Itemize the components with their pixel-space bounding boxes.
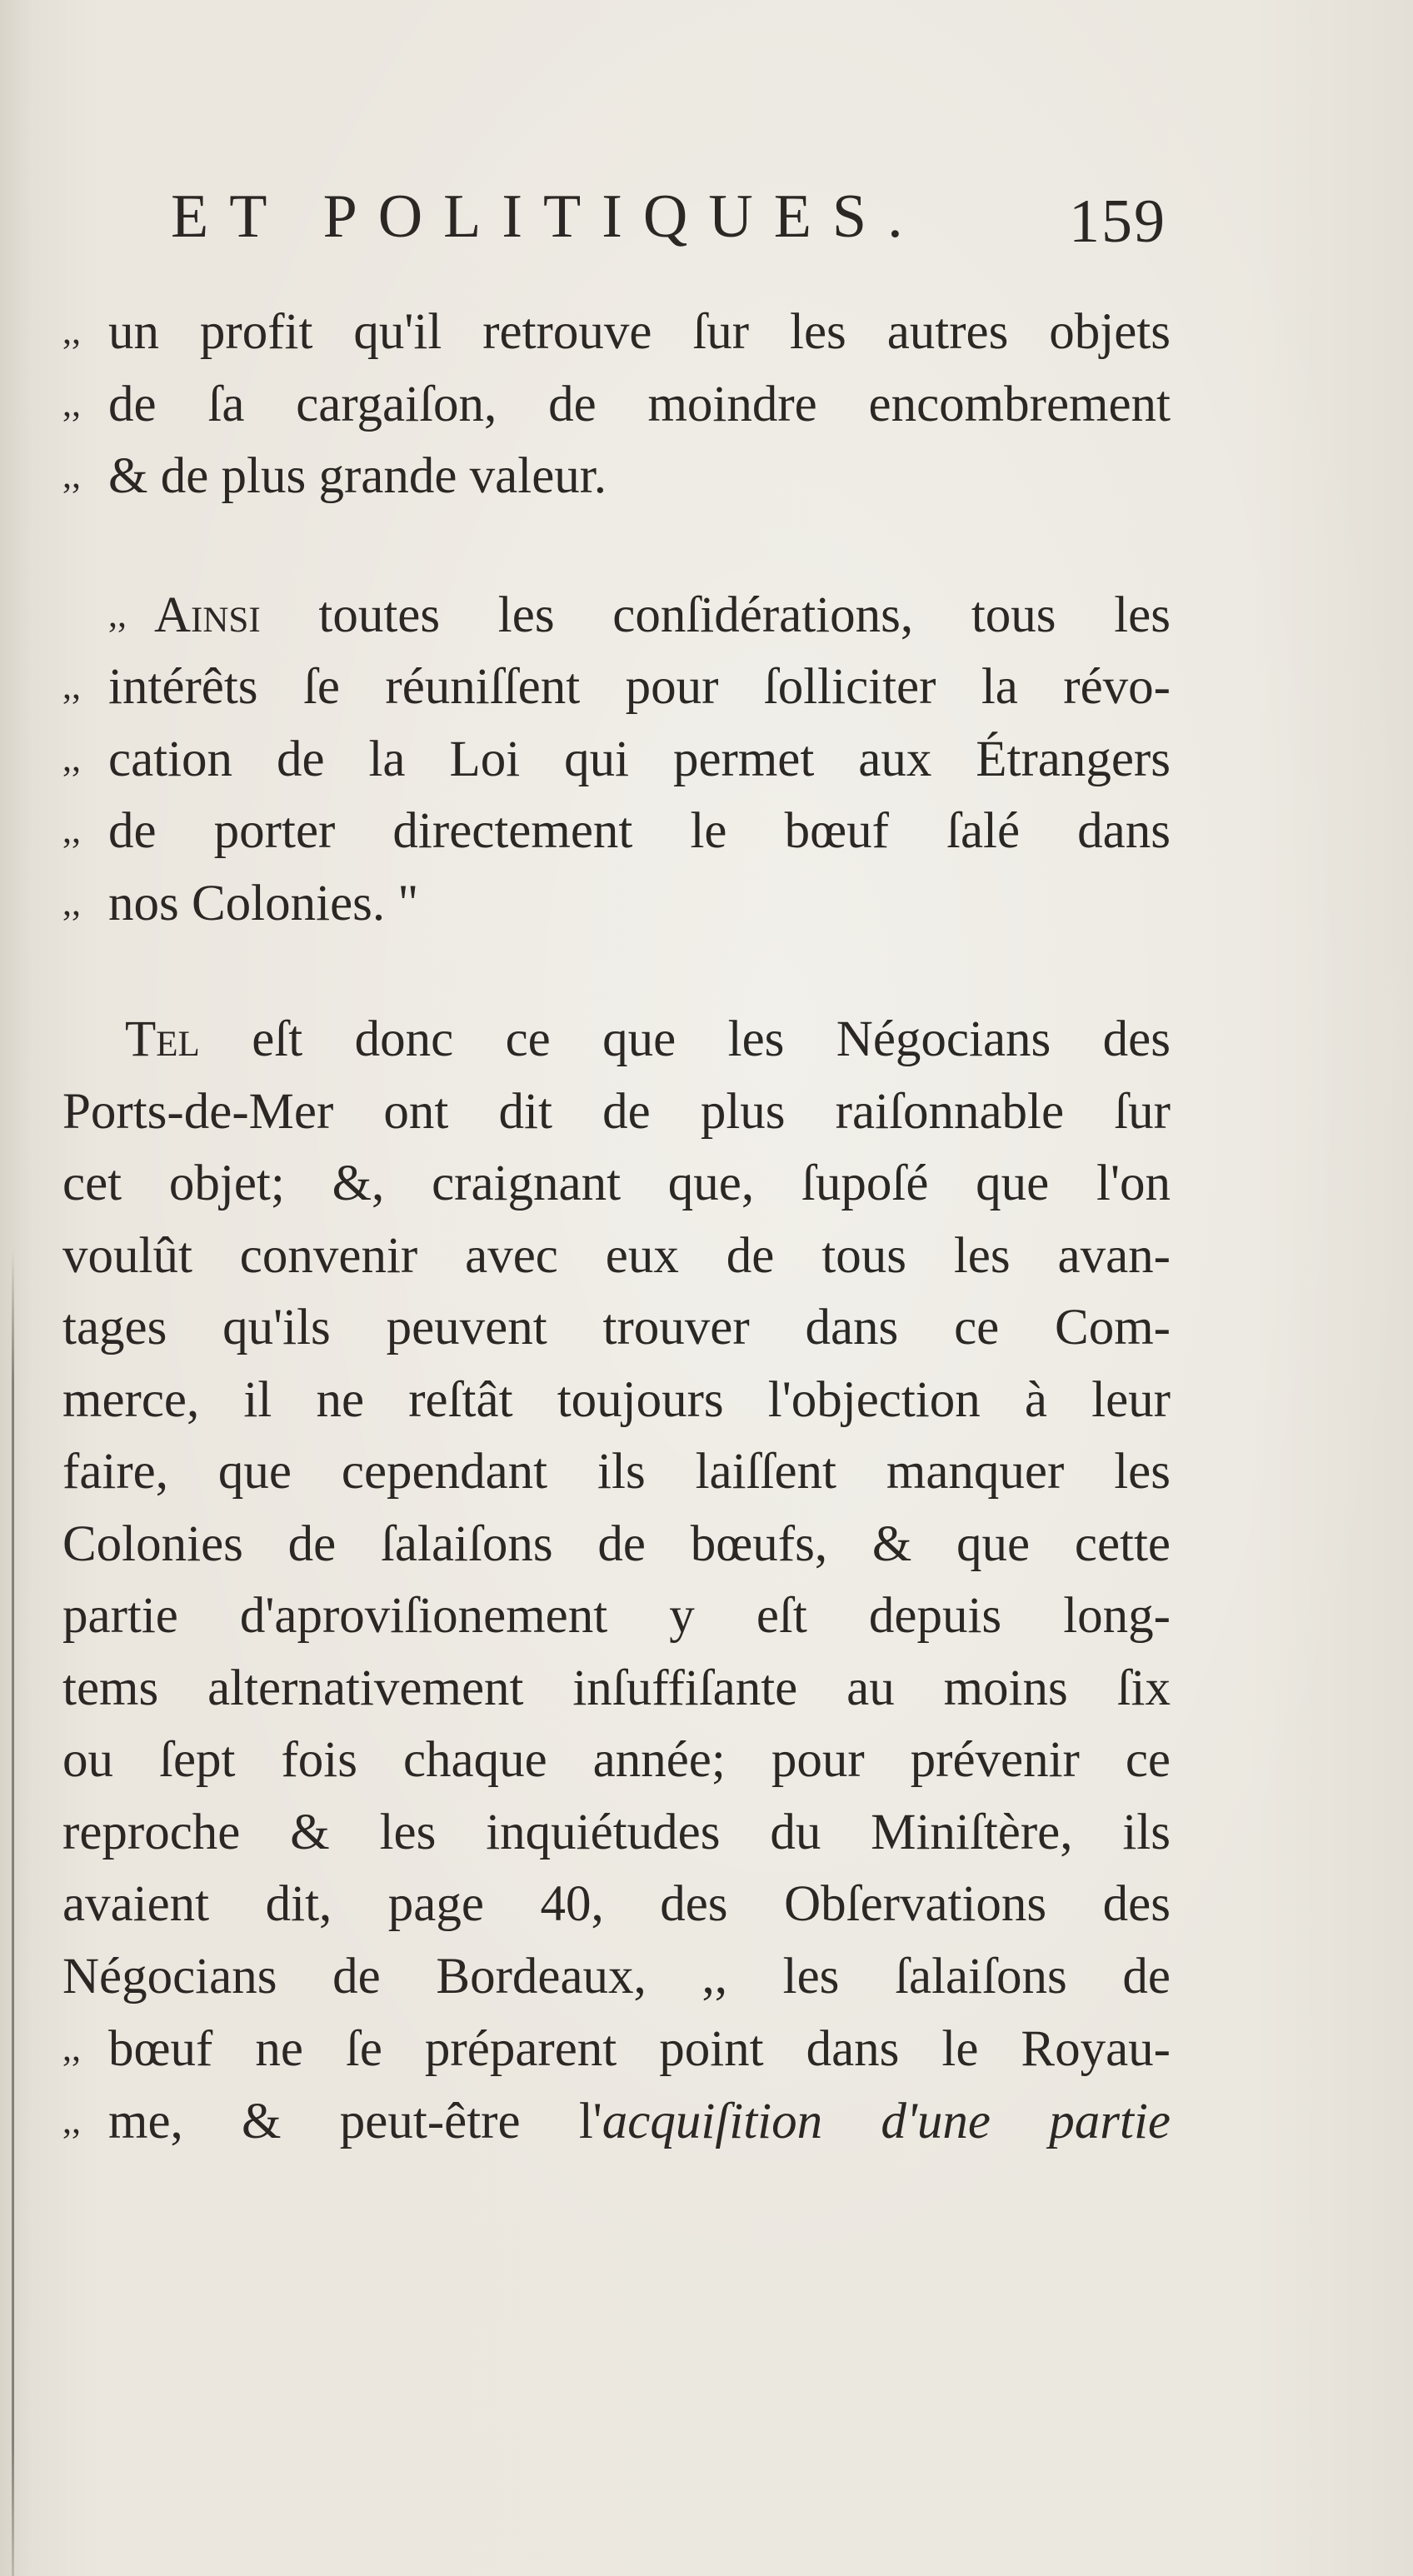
quote-mark: ,, [62, 666, 81, 706]
text-line: ,, bœuf ne ſe préparent point dans le Royau- [62, 2013, 1171, 2085]
text-line: ,, un profit qu'il retrouve ſur les autres objets [62, 296, 1171, 368]
text-line: merce, il ne reſtât toujours l'objection à leur [62, 1371, 1171, 1428]
text-line: ou ſept fois chaque année; pour prévenir ce [62, 1732, 1171, 1788]
text-line: tems alternativement inſuffiſante au moins ſix [62, 1660, 1171, 1716]
text-line: ,, & de plus grande valeur. [62, 440, 1171, 512]
running-head: ET POLITIQUES. [171, 182, 924, 251]
text-line: ,, de ſa cargaiſon, de moindre encombrement [62, 368, 1171, 441]
page-header [171, 179, 1166, 271]
text-line: Négocians de Bordeaux, ,, les ſalaiſons de [62, 1948, 1171, 2004]
paragraph-gap [62, 939, 1171, 1004]
quote-mark: ,, [62, 810, 81, 851]
text-line: voulût convenir avec eux de tous les avan- [62, 1227, 1171, 1284]
text-line: avaient dit, page 40, des Obſervations des [62, 1876, 1171, 1932]
page-gutter-edge [12, 1250, 14, 2576]
quote-mark: ,, [62, 455, 81, 496]
initial-word: Ainsi [154, 587, 261, 643]
quote-mark: ,, [108, 593, 127, 635]
text-line: ,, nos Colonies. " [62, 867, 1171, 940]
italic-phrase: acquiſition d'une partie [602, 2093, 1171, 2149]
text-line: ,, me, & peut-être l'acquiſition d'une partie [62, 2085, 1171, 2158]
text-line: ,, Ainsi toutes les conſidérations, tous les [62, 579, 1171, 651]
text-line: cet objet; &, craignant que, ſupoſé que l'on [62, 1156, 1171, 1211]
text-line: faire, que cependant ils laiſſent manquer les [62, 1444, 1171, 1500]
quote-mark: ,, [62, 2099, 81, 2141]
text-line: tages qu'ils peuvent trouver dans ce Com- [62, 1300, 1171, 1355]
text-line: partie d'aproviſionement y eſt depuis long- [62, 1588, 1171, 1644]
text-line: ,, cation de la Loi qui permet aux Étrangers [62, 723, 1171, 796]
quote-mark: ,, [62, 382, 81, 424]
text-line: Tel eſt donc ce que les Négocians des [125, 1011, 1171, 1067]
quote-mark: ,, [62, 881, 81, 923]
text-line: Ports-de-Mer ont dit de plus raiſonnable ſur [62, 1083, 1171, 1140]
quote-mark: ,, [62, 2028, 81, 2069]
quote-mark: ,, [62, 737, 81, 779]
text-line: ,, intérêts ſe réuniſſent pour ſolliciter la révo- [62, 651, 1171, 723]
paragraph-gap [62, 512, 1171, 579]
initial-word: Tel [125, 1011, 200, 1067]
quote-mark: ,, [62, 311, 81, 352]
page-number: 159 [1069, 187, 1166, 256]
text-line: reproche & les inquiétudes du Miniſtère, ils [62, 1804, 1171, 1860]
text-line: ,, de porter directement le bœuf ſalé dans [62, 795, 1171, 867]
body-text [62, 296, 1171, 2157]
text-line: Colonies de ſalaiſons de bœufs, & que cette [62, 1515, 1171, 1572]
